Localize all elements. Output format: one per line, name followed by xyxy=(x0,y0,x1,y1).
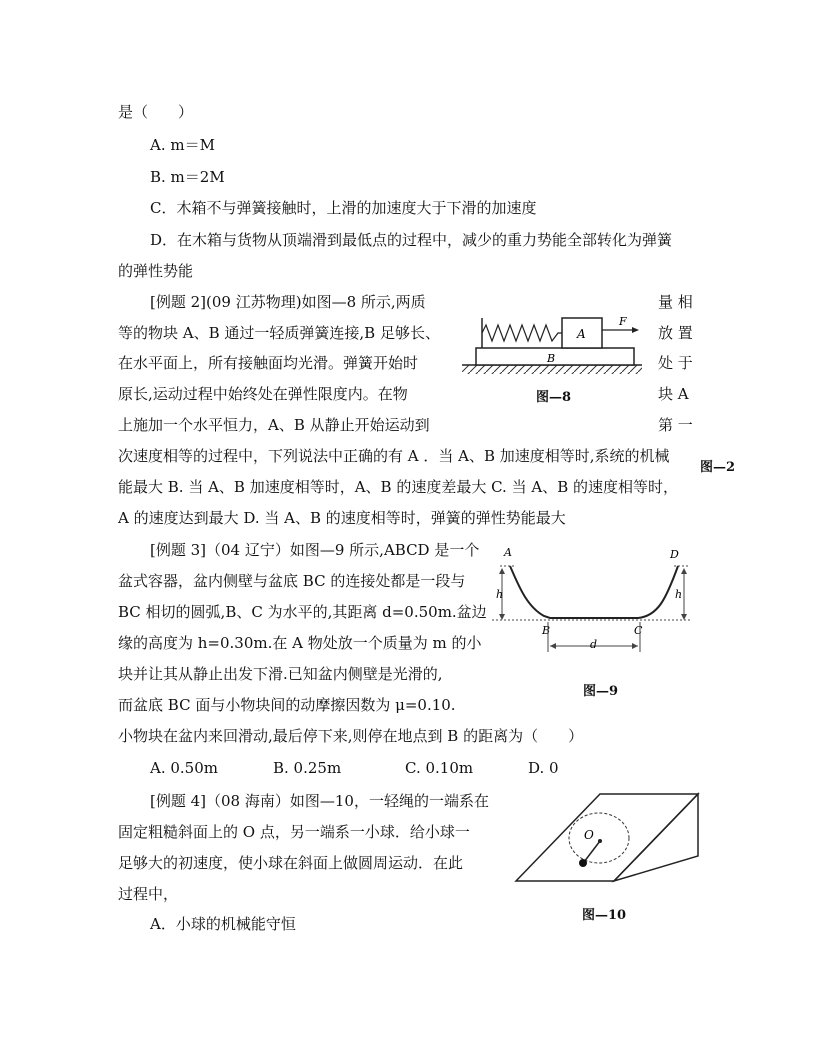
ex4-line: 固定粗糙斜面上的 O 点，另一端系一小球．给小球一 xyxy=(118,823,470,841)
ex3-line: 小物块在盆内来回滑动,最后停下来,则停在地点到 B 的距离为（ ） xyxy=(118,727,584,745)
ex4-option-a: A．小球的机械能守恒 xyxy=(150,915,296,933)
ex2-line: 能最大 B. 当 A、B 加速度相等时，A、B 的速度差最大 C. 当 A、B 的速度相等时， xyxy=(118,478,678,496)
figure-9 xyxy=(492,544,702,664)
fig8-label-b: B xyxy=(547,352,556,365)
fig9-label-h-left: h xyxy=(496,588,504,601)
ex4-line: 足够大的初速度，使小球在斜面上做圆周运动．在此 xyxy=(118,854,464,872)
ex3-line: 缘的高度为 h=0.30m.在 A 物处放一个质量为 m 的小 xyxy=(118,634,482,652)
ex2-line: 上施加一个水平恒力，A、B 从静止开始运动到 xyxy=(118,416,430,434)
ex3-line: 而盆底 BC 面与小物块间的动摩擦因数为 μ=0.10. xyxy=(118,696,456,714)
fig10-label-o: O xyxy=(584,828,594,842)
ex4-line: 过程中， xyxy=(118,885,179,903)
ex2-line: A 的速度达到最大 D. 当 A、B 的速度相等时，弹簧的弹性势能最大 xyxy=(118,509,566,527)
fig9-label-d-distance: d xyxy=(590,638,598,651)
text-line: 的弹性势能 xyxy=(118,262,194,280)
fig9-label-b: B xyxy=(542,624,551,637)
option-b: B. m＝2M xyxy=(150,168,225,186)
ex2-right-text: 放 置 xyxy=(658,324,693,342)
option-a: A. m＝M xyxy=(150,136,215,154)
ex2-line: 次速度相等的过程中，下列说法中正确的有 A ．当 A、B 加速度相等时,系统的机械 xyxy=(118,447,670,465)
option-c: C．木箱不与弹簧接触时，上滑的加速度大于下滑的加速度 xyxy=(150,199,537,217)
fig9-label-d: D xyxy=(670,548,679,561)
figure-9-label: 图—9 xyxy=(583,684,619,699)
ex2-line: 等的物块 A、B 通过一轻质弹簧连接,B 足够长、 xyxy=(118,324,440,342)
ex3-line: 块并让其从静止出发下滑.已知盆内侧壁是光滑的, xyxy=(118,665,443,683)
ex3-option-d: D. 0 xyxy=(528,759,559,777)
figure-10-label: 图—10 xyxy=(582,908,627,923)
ex3-option-b: B. 0.25m xyxy=(273,759,342,777)
figure-8 xyxy=(462,308,652,378)
ex3-line: [例题 3]（04 辽宁）如图—9 所示,ABCD 是一个 xyxy=(150,541,480,559)
ex3-line: BC 相切的圆弧,B、C 为水平的,其距离 d=0.50m.盆边 xyxy=(118,603,487,621)
fig8-label-a: A xyxy=(577,327,586,341)
ex2-line: 原长,运动过程中始终处在弹性限度内。在物 xyxy=(118,385,408,403)
ex2-right-text: 处 于 xyxy=(658,354,693,372)
ex3-line: 盆式容器，盆内侧壁与盆底 BC 的连接处都是一段与 xyxy=(118,572,466,590)
fig9-label-c: C xyxy=(634,624,643,637)
ex3-option-a: A. 0.50m xyxy=(150,759,218,777)
ex2-right-text: 量 相 xyxy=(658,293,693,311)
fig9-label-a: A xyxy=(504,546,512,559)
text-line: 是（ ） xyxy=(118,103,194,121)
ex2-right-text: 第 一 xyxy=(658,416,693,434)
ex3-option-c: C. 0.10m xyxy=(405,759,474,777)
figure-8-label: 图—8 xyxy=(536,390,572,405)
figure-10 xyxy=(514,786,704,886)
ex2-line: 在水平面上，所有接触面均光滑。弹簧开始时 xyxy=(118,354,419,372)
fig8-label-f: F xyxy=(619,315,627,328)
fig9-label-h-right: h xyxy=(675,588,683,601)
ex2-line: [例题 2](09 江苏物理)如图—8 所示,两质 xyxy=(150,293,426,311)
margin-note: 图—2 xyxy=(700,460,736,475)
ex4-line: [例题 4]（08 海南）如图—10，一轻绳的一端系在 xyxy=(150,792,489,810)
ex2-right-text: 块 A xyxy=(658,385,689,403)
option-d: D．在木箱与货物从顶端滑到最低点的过程中，减少的重力势能全部转化为弹簧 xyxy=(150,231,673,249)
